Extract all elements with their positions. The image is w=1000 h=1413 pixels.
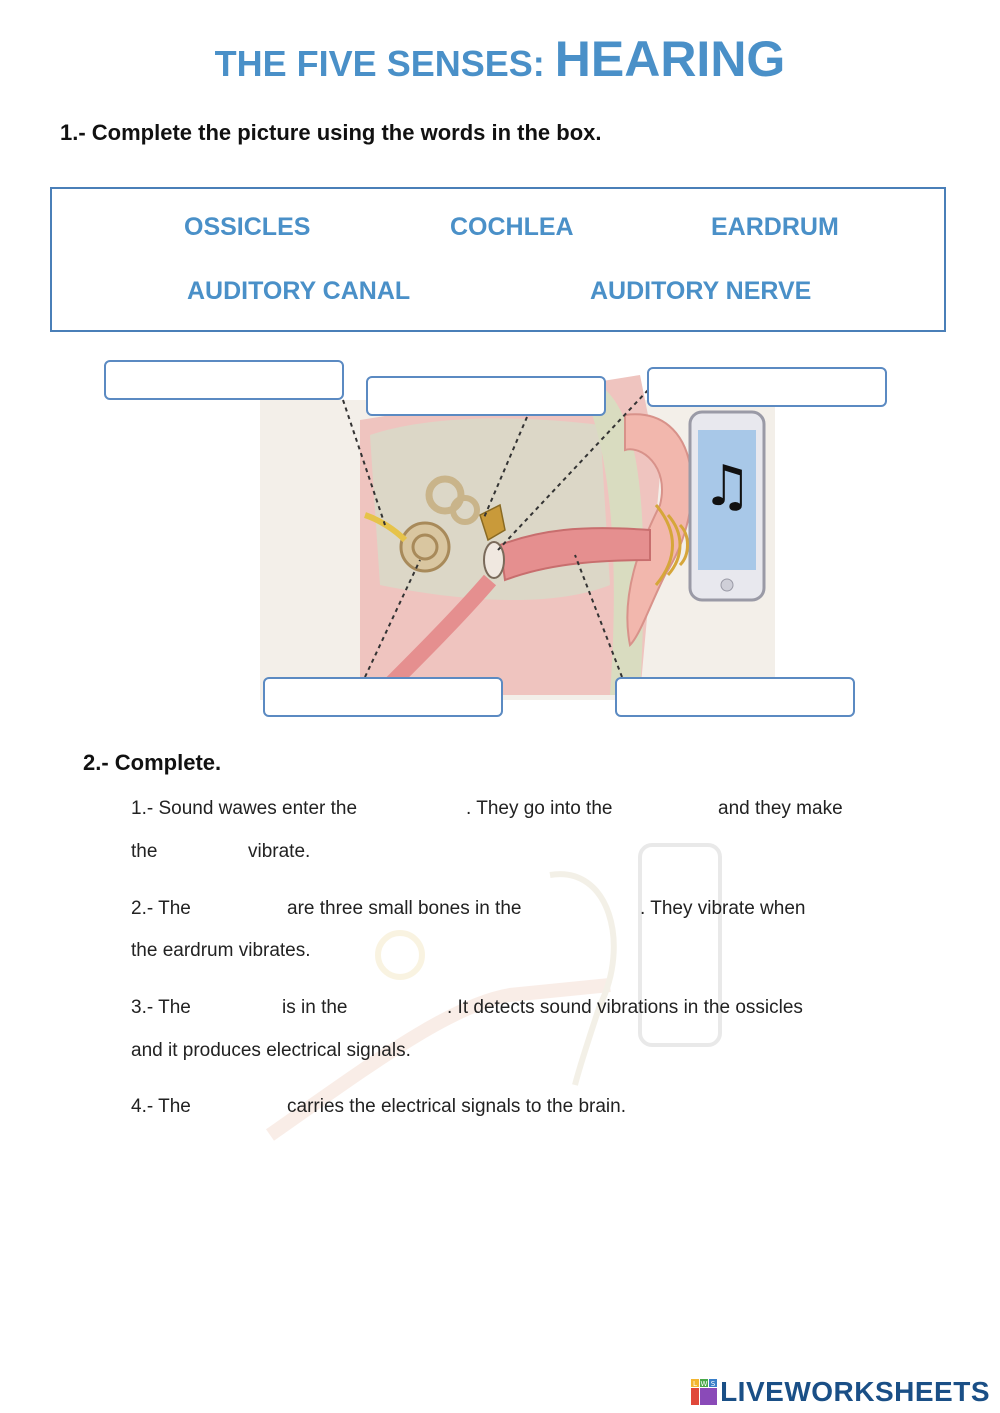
label-box-3[interactable] <box>647 367 887 407</box>
eardrum-shape <box>484 542 504 578</box>
liveworksheets-logo <box>691 1376 990 1408</box>
music-note-icon: ♫ <box>701 454 753 519</box>
s1-part-d: the <box>131 841 158 862</box>
word-cochlea: COCHLEA <box>450 213 574 241</box>
s4-part-a: 4.- The <box>131 1096 191 1117</box>
s1-part-e: vibrate. <box>248 841 311 862</box>
logo-icon <box>691 1379 717 1405</box>
s3-part-b: is in the <box>282 997 348 1018</box>
page-title <box>0 30 1000 88</box>
logo-text: LIVEWORKSHEETS <box>720 1376 990 1407</box>
logo-letter-s: S <box>710 1380 716 1388</box>
word-auditory-canal: AUDITORY CANAL <box>187 277 411 305</box>
cochlea-shape <box>401 523 449 571</box>
s3-part-a: 3.- The <box>131 997 191 1018</box>
s1-part-c: and they make <box>718 798 843 819</box>
logo-letter-w: W <box>700 1380 708 1388</box>
word-ossicles: OSSICLES <box>184 213 311 241</box>
word-box <box>50 187 946 332</box>
label-box-2[interactable] <box>366 376 606 416</box>
title-main: HEARING <box>554 31 786 87</box>
logo-letter-l: L <box>693 1380 698 1388</box>
word-auditory-nerve: AUDITORY NERVE <box>590 277 812 305</box>
exercise1-instruction: 1.- Complete the picture using the words in the box. <box>60 120 602 145</box>
s2-part-b: are three small bones in the <box>287 898 522 919</box>
label-box-4[interactable] <box>263 677 503 717</box>
label-box-1[interactable] <box>104 360 344 400</box>
phone-home-button <box>721 579 733 591</box>
label-box-5[interactable] <box>615 677 855 717</box>
s2-part-a: 2.- The <box>131 898 191 919</box>
s3-part-d: and it produces electrical signals. <box>131 1040 411 1061</box>
s2-part-d: the eardrum vibrates. <box>131 940 311 961</box>
exercise2-instruction: 2.- Complete. <box>83 750 222 775</box>
s4-part-b: carries the electrical signals to the brain. <box>287 1096 626 1117</box>
s1-part-a: 1.- Sound wawes enter the <box>131 798 358 819</box>
s1-part-b: . They go into the <box>466 798 613 819</box>
s2-part-c: . They vibrate when <box>640 898 806 919</box>
title-prefix: THE FIVE SENSES: <box>214 43 555 84</box>
s3-part-c: . It detects sound vibrations in the ossicles <box>447 997 803 1018</box>
word-eardrum: EARDRUM <box>711 213 839 241</box>
